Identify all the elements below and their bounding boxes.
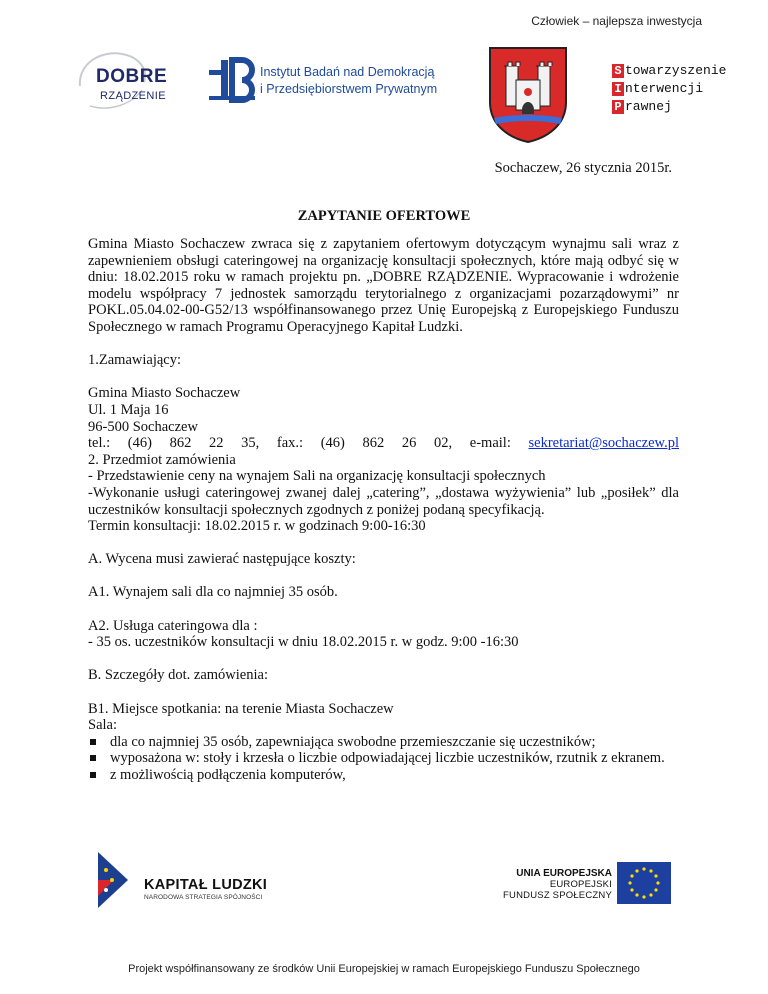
footer-cofinancing-note: Projekt współfinansowany ze środków Unii Europejskiej w ramach Europejskiego Funduszu Społecznego — [128, 963, 640, 975]
section2-item2: -Wykonanie usługi cateringowej zwanej dalej „catering”, „dostawa wyżywienia” lub „posiłek” dla uczestników konsultacji społecznych zgodnych z poniżej podaną specyfikacją. — [88, 484, 679, 518]
section1-heading: 1.Zamawiający: — [88, 352, 181, 369]
sala-bullet-list — [88, 734, 679, 784]
sectionA1: A1. Wynajem sali dla co najmniej 35 osób. — [88, 584, 338, 601]
eu-line1: UNIA EUROPEJSKA — [516, 868, 612, 879]
section2-heading: 2. Przedmiot zamówienia — [88, 451, 236, 468]
section2-item1: - Przedstawienie ceny na wynajem Sali na organizację konsultacji społecznych — [88, 468, 546, 485]
sectionB-heading: B. Szczegóły dot. zamówienia: — [88, 667, 268, 684]
intro-paragraph: Gmina Miasto Sochaczew zwraca się z zapytaniem ofertowym dotyczącym wynajmu sali wraz z zapewnieniem obsługi cateringowej na organizację konsultacji społecznych, które mają odbyć się w dniu: 18.02.2015 roku w ramach projektu pn. „DOBRE RZĄDZENIE. Wypracowanie i wdrożenie modelu współpracy 7 jednostek samorządu terytorialnego z organizacjami pozarządowymi” nr POKL.05.04.02-00-G52/13 współfinansowanego przez Unię Europejską z Europejskiego Funduszu Społecznego w ramach Programu Operacyjnego Kapitał Ludzki. — [88, 236, 679, 335]
list-item: dla co najmniej 35 osób, zapewniająca swobodne przemieszczanie się uczestników; — [88, 734, 679, 751]
contact-phone: tel.: (46) 862 22 35, fax.: (46) 862 26 02, e-mail: — [88, 435, 511, 452]
section2-term: Termin konsultacji: 18.02.2015 r. w godzinach 9:00-16:30 — [88, 518, 426, 535]
list-item: wyposażona w: stoły i krzesła o liczbie odpowiadającej liczbie uczestników, rzutnik z ekranem. — [88, 750, 679, 767]
contact-email-link[interactable]: sekretariat@sochaczew.pl — [528, 435, 679, 452]
contact-name: Gmina Miasto Sochaczew — [88, 385, 241, 402]
sectionA2-heading: A2. Usługa cateringowa dla : — [88, 617, 258, 634]
ib-logo-line2: i Przedsiębiorstwem Prywatnym — [260, 82, 438, 96]
sip-logo — [612, 62, 726, 116]
sip-logo-row — [612, 98, 726, 116]
sip-logo-word: towarzyszenie — [625, 63, 727, 78]
ib-logo-mark-icon — [207, 56, 257, 104]
sala-label: Sala: — [88, 717, 117, 734]
kapital-ludzki-title: KAPITAŁ LUDZKI — [144, 877, 268, 893]
list-item: z możliwością podłączenia komputerów, — [88, 767, 679, 784]
eu-text-block — [460, 868, 612, 901]
sectionA-heading: A. Wycena musi zawierać następujące koszty: — [88, 551, 356, 568]
sip-logo-letter: I — [612, 82, 624, 96]
eu-line2: EUROPEJSKI — [549, 879, 612, 890]
ib-logo-line1: Instytut Badań nad Demokracją — [260, 65, 435, 79]
kapital-ludzki-subtitle: NARODOWA STRATEGIA SPÓJNOŚCI — [144, 894, 263, 901]
sip-logo-word: rawnej — [625, 99, 672, 114]
document-title: ZAPYTANIE OFERTOWE — [297, 208, 471, 224]
sectionA2-item: - 35 os. uczestników konsultacji w dniu 18.02.2015 r. w godz. 9:00 -16:30 — [88, 634, 519, 651]
eu-line3: FUNDUSZ SPOŁECZNY — [503, 890, 612, 901]
contact-street: Ul. 1 Maja 16 — [88, 401, 169, 418]
sip-logo-row — [612, 62, 726, 80]
contact-city: 96-500 Sochaczew — [88, 418, 198, 435]
document-date: Sochaczew, 26 stycznia 2015r. — [494, 160, 672, 176]
kapital-ludzki-flag-icon — [96, 850, 130, 910]
dobre-logo-subtitle: RZĄDZENIE — [100, 90, 166, 102]
sip-logo-word: nterwencji — [625, 81, 704, 96]
dobre-rzadzenie-logo — [70, 46, 180, 116]
sectionB1: B1. Miejsce spotkania: na terenie Miasta Sochaczew — [88, 700, 394, 717]
dobre-logo-title: DOBRE — [96, 66, 168, 87]
document-body — [88, 236, 679, 784]
header-tagline: Człowiek – najlepsza inwestycja — [531, 14, 702, 28]
ibdipp-logo — [207, 56, 467, 106]
sip-logo-row — [612, 80, 726, 98]
eu-flag-icon — [617, 862, 671, 904]
sip-logo-letter: P — [612, 100, 624, 114]
sochaczew-coat-of-arms-icon — [486, 44, 570, 144]
contact-phone-line — [88, 435, 679, 452]
sip-logo-letter: S — [612, 64, 624, 78]
